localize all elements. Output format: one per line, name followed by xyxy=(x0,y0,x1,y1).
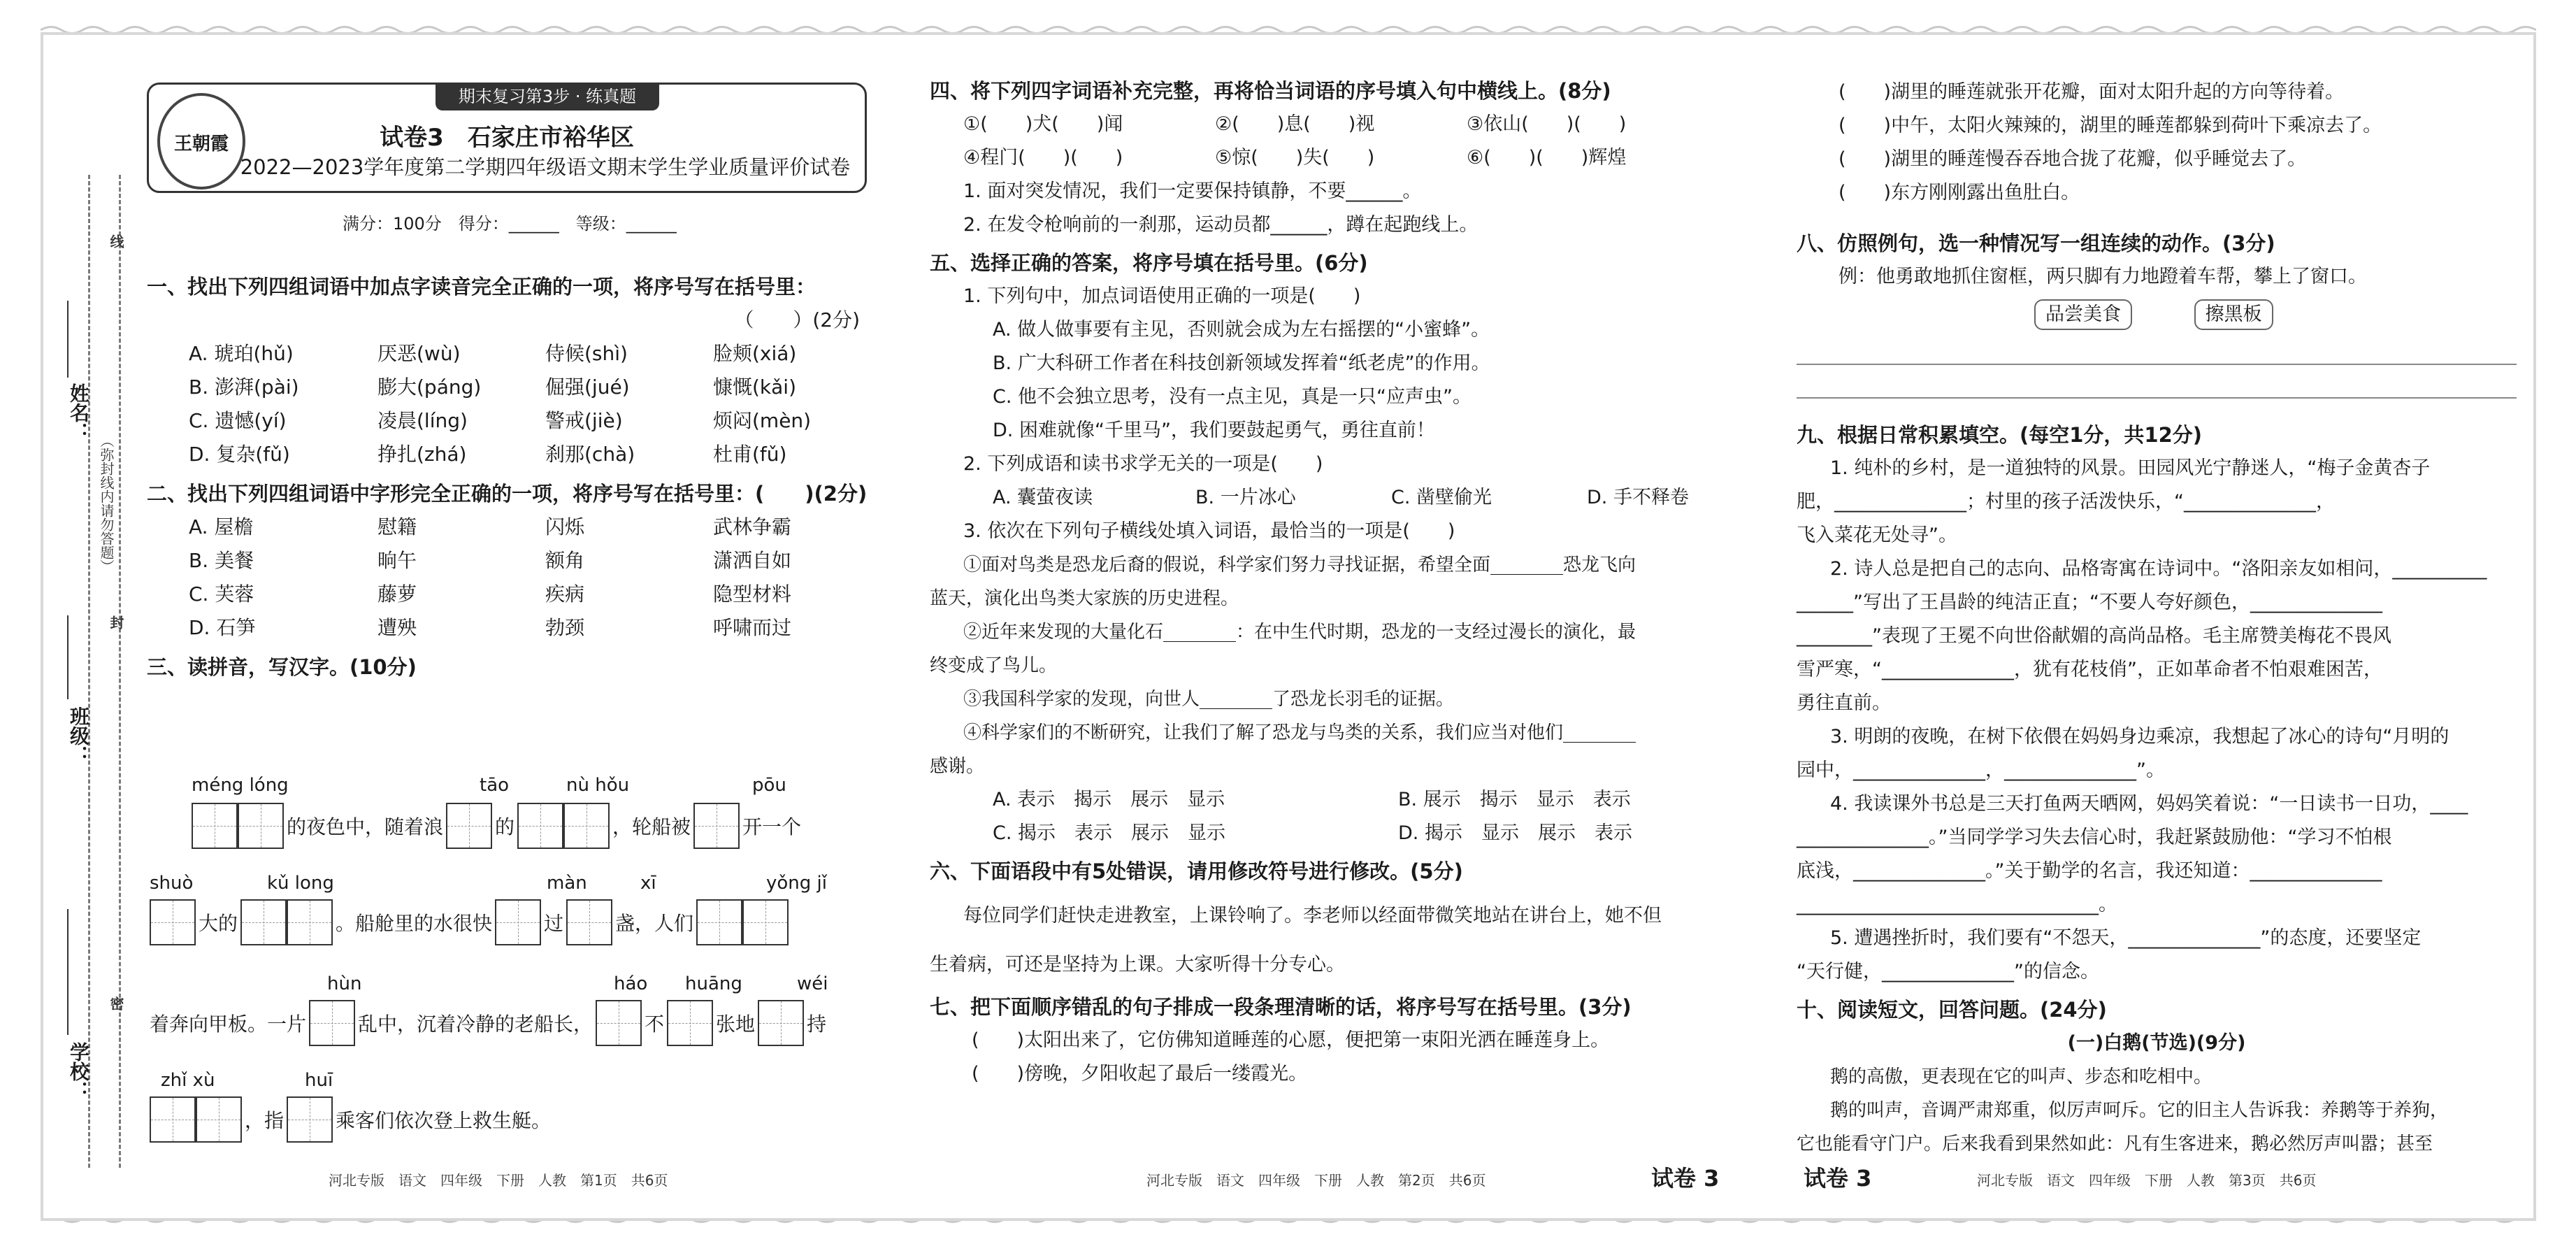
s9-q4b: ______________。”当同学学习失去信心时，我赶紧鼓励他：“学习不怕根 xyxy=(1797,827,2392,848)
option-cell: 烦闷(mèn) xyxy=(713,409,812,432)
s9-q2e: 勇往直前。 xyxy=(1797,692,1891,714)
score-line: 满分：100分 得分：______ 等级：______ xyxy=(343,214,677,234)
option-cell: A. 琥珀(hǔ) xyxy=(189,342,294,365)
option-cell: D. 复杂(fǔ) xyxy=(189,443,290,466)
page-3-tag: 试卷 3 xyxy=(1804,1165,1872,1192)
section-1-title: 一、找出下列四组词语中加点字读音完全正确的一项，将序号写在括号里： xyxy=(147,275,816,299)
s4-q1: 1. 面对突发情况，我们一定要保持镇静，不要______。 xyxy=(963,180,1422,202)
s5-q3-opt: A. 表示 揭示 展示 显示 xyxy=(993,789,1225,810)
pinyin-label: tāo xyxy=(480,775,510,796)
line-text: 大的 xyxy=(199,912,238,935)
idiom-blank: ①( )犬( )闻 xyxy=(963,113,1123,135)
pinyin-label: yǒng jǐ xyxy=(766,873,827,894)
option-cell: 疾病 xyxy=(545,582,585,606)
char-box[interactable] xyxy=(192,803,238,849)
s5-q3-s4b: 感谢。 xyxy=(930,756,985,777)
line-text: 乘客们依次登上救生艇。 xyxy=(336,1109,552,1132)
s8-options xyxy=(1797,298,2517,331)
char-box[interactable] xyxy=(566,899,612,945)
option-row xyxy=(189,611,874,645)
logo-text: 王朝霞 xyxy=(173,134,229,155)
section-2-title: 二、找出下列四组词语中字形完全正确的一项，将序号写在括号里：( )(2分) xyxy=(147,482,868,506)
idiom-blank: ④程门( )( ) xyxy=(963,147,1123,169)
page-2-tag: 试卷 3 xyxy=(1651,1165,1720,1192)
s5-q2-opt: D. 手不释卷 xyxy=(1587,487,1689,508)
section-1-score: （ ）(2分) xyxy=(734,308,860,331)
option-cell: 武林争霸 xyxy=(713,515,792,538)
pinyin-label: kǔ long xyxy=(267,873,334,894)
s9-q2c: ________”表现了王冕不向世俗献媚的高尚品格。毛主席赞美梅花不畏风 xyxy=(1797,625,2391,647)
pinyin-label: huī xyxy=(305,1070,333,1091)
idiom-blank: ⑤惊( )失( ) xyxy=(1215,147,1375,169)
exam-subtitle: 2022—2023学年度第二学期四年级语文期末学生学业质量评价试卷 xyxy=(240,155,851,179)
option-cell: 藤萝 xyxy=(377,582,417,606)
s7-line: ( )湖里的睡莲就张开花瓣，面对太阳升起的方向等待着。 xyxy=(1839,81,2345,103)
option-row xyxy=(189,510,874,544)
binding-name-label: 姓名： xyxy=(67,383,90,442)
column-3 xyxy=(1797,76,2517,1161)
s5-q3-s1b: 蓝天，演化出鸟类大家族的历史进程。 xyxy=(930,588,1239,609)
s5-q2-opt: C. 凿壁偷光 xyxy=(1391,487,1492,508)
s9-q4a: 4. 我读课外书总是三天打鱼两天晒网，妈妈笑着说：“一日读书一日功，____ xyxy=(1830,793,2468,815)
option-cell: 勃颈 xyxy=(545,616,585,639)
line-text: 不 xyxy=(645,1013,665,1036)
section-9-title: 九、根据日常积累填空。(每空1分，共12分) xyxy=(1797,423,2203,447)
s5-q3-sentence xyxy=(930,548,1741,783)
option-pill: 擦黑板 xyxy=(2194,299,2273,330)
s5-q3-s2a: ②近年来发现的大量化石________：在中生代时期，恐龙的一支经过漫长的演化，最 xyxy=(963,622,1636,643)
line-text: 着奔向甲板。一片 xyxy=(150,1013,307,1036)
s4-q2: 2. 在发令枪响前的一刹那，运动员都______，蹲在起跑线上。 xyxy=(963,214,1478,236)
option-cell: B. 澎湃(pài) xyxy=(189,376,299,399)
writing-line-1 xyxy=(192,803,804,849)
section-7-title: 七、把下面顺序错乱的句子排成一段条理清晰的话，将序号写在括号里。(3分) xyxy=(930,995,1632,1019)
s5-q3: 3. 依次在下列句子横线处填入词语，最恰当的一项是( ) xyxy=(963,520,1455,542)
pinyin-label: màn xyxy=(547,873,587,894)
header-tab: 期末复习第3步 · 练真题 xyxy=(436,83,659,110)
pinyin-grid-area xyxy=(147,769,874,1161)
s6-paragraph-2: 生着病，可还是坚持为上课。大家听得十分专心。 xyxy=(930,954,1345,975)
s4-row-1 xyxy=(930,108,1741,141)
section-2-options xyxy=(147,510,874,645)
section-10-title: 十、阅读短文，回答问题。(24分) xyxy=(1797,998,2107,1022)
s9-q2a: 2. 诗人总是把自己的志向、品格寄寓在诗词中。“洛阳亲友如相问，__________ xyxy=(1830,558,2487,580)
writing-line-3 xyxy=(150,1000,829,1046)
s9-q1a: 1. 纯朴的乡村，是一道独特的风景。田园风光宁静迷人，“梅子金黄杏子 xyxy=(1830,457,2431,479)
column-1 xyxy=(147,270,874,684)
binding-line-inner xyxy=(119,175,121,1168)
line-text: 乱中，沉着冷静的老船长， xyxy=(358,1013,593,1036)
s9-q2d: 雪严寒，“______________，犹有花枝俏”，正如革命者不怕艰难困苦， xyxy=(1797,659,2382,680)
s5-q2-opt: A. 囊萤夜读 xyxy=(993,487,1093,508)
char-box[interactable] xyxy=(596,1000,642,1046)
option-cell: C. 遗憾(yí) xyxy=(189,409,287,432)
s5-q2: 2. 下列成语和读书求学无关的一项是( ) xyxy=(963,453,1323,475)
line-text: 开一个 xyxy=(742,815,802,838)
line-text: 的夜色中，随着浪 xyxy=(287,815,444,838)
option-cell: 挣扎(zhá) xyxy=(377,443,467,466)
s10-paragraph: 鹅的高傲，更表现在它的叫声、步态和吃相中。 xyxy=(1830,1066,2212,1087)
s8-answer-line[interactable] xyxy=(1797,336,2517,365)
line-text: 持 xyxy=(807,1013,827,1036)
section-5-title: 五、选择正确的答案，将序号填在括号里。(6分) xyxy=(930,251,1368,275)
pinyin-label: nù hǒu xyxy=(566,775,630,796)
option-cell: 倔强(jué) xyxy=(545,376,630,399)
line-text: 张地 xyxy=(716,1013,756,1036)
line-text: ，指 xyxy=(245,1109,285,1132)
s7-line: ( )湖里的睡莲慢吞吞地合拢了花瓣，似乎睡觉去了。 xyxy=(1839,148,2307,170)
line-text: 盏，人们 xyxy=(615,912,694,935)
s5-q3-opts-1 xyxy=(930,783,1741,817)
option-cell: A. 屋檐 xyxy=(189,515,254,538)
char-box[interactable] xyxy=(240,899,287,945)
s9-q2b: ______”写出了王昌龄的纯洁正直；“不要人夸好颜色，______________ xyxy=(1797,592,2382,613)
section-6-title: 六、下面语段中有5处错误，请用修改符号进行修改。(5分) xyxy=(930,859,1463,883)
s9-q1c: 飞入菜花无处寻”。 xyxy=(1797,524,1957,546)
s7-line: ( )东方刚刚露出鱼肚白。 xyxy=(1839,182,2080,203)
exam-title: 试卷3 石家庄市裕华区 xyxy=(380,124,634,152)
binding-note: （弥封线内请勿答题） xyxy=(98,434,115,573)
idiom-blank: ⑥( )( )辉煌 xyxy=(1467,147,1627,169)
option-cell: B. 美餐 xyxy=(189,549,254,572)
s5-q3-opt: D. 揭示 显示 展示 表示 xyxy=(1398,822,1632,844)
line-text: ，轮船被 xyxy=(612,815,691,838)
s6-paragraph-1: 每位同学们赶快走进教室，上课铃响了。李老师以经面带微笑地站在讲台上，她不但 xyxy=(963,905,1662,927)
section-8-title: 八、仿照例句，选一种情况写一组连续的动作。(3分) xyxy=(1797,231,2275,255)
option-cell: 侍候(shì) xyxy=(545,342,628,365)
s5-q3-s3: ③我国科学家的发现，向世人________了恐龙长羽毛的证据。 xyxy=(963,689,1455,710)
page-1-footer: 河北专版 语文 四年级 下册 人教 第1页 共6页 xyxy=(329,1172,668,1189)
option-cell: 呼啸而过 xyxy=(713,616,792,639)
s9-q3b: 园中，______________，______________”。 xyxy=(1797,759,2165,781)
page-3-footer: 河北专版 语文 四年级 下册 人教 第3页 共6页 xyxy=(1977,1172,2317,1189)
s8-example: 例：他勇敢地抓住窗框，两只脚有力地蹬着车帮，攀上了窗口。 xyxy=(1839,266,2367,287)
option-row xyxy=(189,337,874,371)
option-row xyxy=(189,438,874,471)
option-row xyxy=(189,404,874,438)
name-field[interactable] xyxy=(67,301,69,378)
option-cell: 慷慨(kǎi) xyxy=(713,376,797,399)
option-row xyxy=(189,371,874,404)
option-cell: D. 石笋 xyxy=(189,616,256,639)
idiom-blank: ②( )息( )视 xyxy=(1215,113,1375,135)
binding-mark-feng: 封 xyxy=(108,615,124,629)
pinyin-label: shuò xyxy=(150,873,194,894)
char-box[interactable] xyxy=(287,899,333,945)
s5-q3-opt: C. 揭示 表示 展示 显示 xyxy=(993,822,1226,844)
section-1-options xyxy=(147,337,874,471)
class-field[interactable] xyxy=(67,615,69,699)
s7-line: ( )傍晚，夕阳收起了最后一缕霞光。 xyxy=(972,1063,1308,1085)
s10-paragraph: 鹅的叫声，音调严肃郑重，似厉声呵斥。它的旧主人告诉我：养鹅等于养狗， xyxy=(1830,1100,2449,1121)
column-2 xyxy=(930,74,1741,1091)
s5-q1-opt: C. 他不会独立思考，没有一点主见，真是一只“应声虫”。 xyxy=(993,386,1472,408)
char-box[interactable] xyxy=(446,803,492,849)
idiom-blank: ③依山( )( ) xyxy=(1467,113,1627,135)
option-cell: 潇洒自如 xyxy=(713,549,792,572)
exam-header xyxy=(147,83,867,193)
option-cell: 刹那(chà) xyxy=(545,443,635,466)
option-row xyxy=(189,544,874,578)
char-box[interactable] xyxy=(758,1000,804,1046)
binding-class-label: 班级： xyxy=(67,706,90,765)
s5-q3-opts-2 xyxy=(930,817,1741,850)
s5-q2-opts xyxy=(930,481,1741,515)
option-cell: 慰籍 xyxy=(377,515,417,538)
pinyin-label: wéi xyxy=(797,973,828,994)
s5-q3-s1a: ①面对鸟类是恐龙后裔的假说，科学家们努力寻找证据，希望全面________恐龙飞向 xyxy=(963,555,1636,576)
char-box[interactable] xyxy=(517,803,563,849)
option-cell: 厌恶(wù) xyxy=(377,342,461,365)
option-cell: 凌晨(líng) xyxy=(377,409,468,432)
school-field[interactable] xyxy=(67,909,69,1035)
s5-q1-opt: A. 做人做事要有主见，否则就会成为左右摇摆的“小蜜蜂”。 xyxy=(993,319,1490,341)
char-box[interactable] xyxy=(309,1000,355,1046)
s5-q1: 1. 下列句中，加点词语使用正确的一项是( ) xyxy=(963,285,1361,307)
option-cell: 警戒(jiè) xyxy=(545,409,623,432)
char-box[interactable] xyxy=(495,899,541,945)
option-cell: 脸颊(xiá) xyxy=(713,342,797,365)
section-3-title: 三、读拼音，写汉字。(10分) xyxy=(147,655,417,679)
line-text: 的 xyxy=(495,815,515,838)
char-box[interactable] xyxy=(287,1096,333,1143)
char-box[interactable] xyxy=(667,1000,713,1046)
option-cell: C. 芙蓉 xyxy=(189,582,254,606)
s9-q3a: 3. 明朗的夜晚，在树下依偎在妈妈身边乘凉，我想起了冰心的诗句“月明的 xyxy=(1830,726,2449,748)
s4-row-2 xyxy=(930,141,1741,175)
char-box[interactable] xyxy=(742,899,789,945)
char-box[interactable] xyxy=(693,803,740,849)
char-box[interactable] xyxy=(563,803,610,849)
s5-q3-opt: B. 展示 揭示 显示 表示 xyxy=(1398,789,1631,810)
s10-subtitle: (一)白鹅(节选)(9分) xyxy=(2067,1032,2246,1054)
s9-q4c: 底浅，______________。”关于勤学的名言，我还知道：______________ xyxy=(1797,860,2382,882)
option-cell: 隐型材料 xyxy=(713,582,792,606)
binding-school-label: 学校： xyxy=(67,1042,90,1101)
option-cell: 膨大(páng) xyxy=(377,376,482,399)
s9-q5b: “天行健，______________”的信念。 xyxy=(1797,961,2099,982)
char-box[interactable] xyxy=(150,899,196,945)
s9-q1b: 肥，______________；村里的孩子活泼快乐，“______________， xyxy=(1797,491,2335,513)
pinyin-label: háo xyxy=(614,973,648,994)
s5-q2-opt: B. 一片冰心 xyxy=(1195,487,1296,508)
char-box[interactable] xyxy=(196,1096,242,1143)
s5-q1-opt: B. 广大科研工作者在科技创新领域发挥着“纸老虎”的作用。 xyxy=(993,352,1490,374)
s9-q4d: ________________________________。 xyxy=(1797,894,2117,915)
s7-line: ( )太阳出来了，它仿佛知道睡莲的心愿，便把第一束阳光洒在睡莲身上。 xyxy=(972,1029,1610,1051)
option-cell: 杜甫(fǔ) xyxy=(713,443,787,466)
page-2-footer: 河北专版 语文 四年级 下册 人教 第2页 共6页 xyxy=(1146,1172,1486,1189)
pinyin-label: pōu xyxy=(752,775,786,796)
binding-mark-xian: 线 xyxy=(108,234,124,248)
s7-line: ( )中午，太阳火辣辣的，湖里的睡莲都躲到荷叶下乘凉去了。 xyxy=(1839,115,2382,136)
s8-answer-line[interactable] xyxy=(1797,365,2517,399)
pinyin-label: méng lóng xyxy=(192,775,289,796)
option-cell: 晌午 xyxy=(377,549,417,572)
pinyin-label: huāng xyxy=(685,973,742,994)
option-cell: 闪烁 xyxy=(545,515,585,538)
writing-line-2 xyxy=(150,899,789,945)
option-cell: 额角 xyxy=(545,549,585,572)
char-box[interactable] xyxy=(238,803,284,849)
section-4-title: 四、将下列四字词语补充完整，再将恰当词语的序号填入句中横线上。(8分) xyxy=(930,79,1611,103)
pinyin-label: hùn xyxy=(327,973,362,994)
s5-q1-opt: D. 困难就像“千里马”，我们要鼓起勇气，勇往直前！ xyxy=(993,420,1435,441)
line-text: 。船舱里的水很快 xyxy=(336,912,493,935)
pinyin-label: zhǐ xù xyxy=(161,1070,215,1091)
option-pill: 品尝美食 xyxy=(2034,299,2132,330)
s10-paragraph: 它也能看守门户。后来我看到果然如此：凡有生客进来，鹅必然厉声叫嚣；甚至 xyxy=(1797,1134,2433,1155)
line-text: 过 xyxy=(544,912,564,935)
option-row xyxy=(189,578,874,611)
char-box[interactable] xyxy=(696,899,742,945)
s5-q3-s2b: 终变成了鸟儿。 xyxy=(930,655,1058,676)
binding-line-outer xyxy=(88,175,90,1168)
s9-q5a: 5. 遭遇挫折时，我们要有“不怨天，______________”的态度，还要坚定 xyxy=(1830,927,2422,949)
pinyin-label: xī xyxy=(640,873,656,894)
binding-mark-mi: 密 xyxy=(108,996,124,1010)
option-cell: 遭殃 xyxy=(377,616,417,639)
char-box[interactable] xyxy=(150,1096,196,1143)
writing-line-4 xyxy=(150,1096,554,1143)
s5-q3-s4a: ④科学家们的不断研究，让我们了解了恐龙与鸟类的关系，我们应当对他们________ xyxy=(963,722,1636,743)
